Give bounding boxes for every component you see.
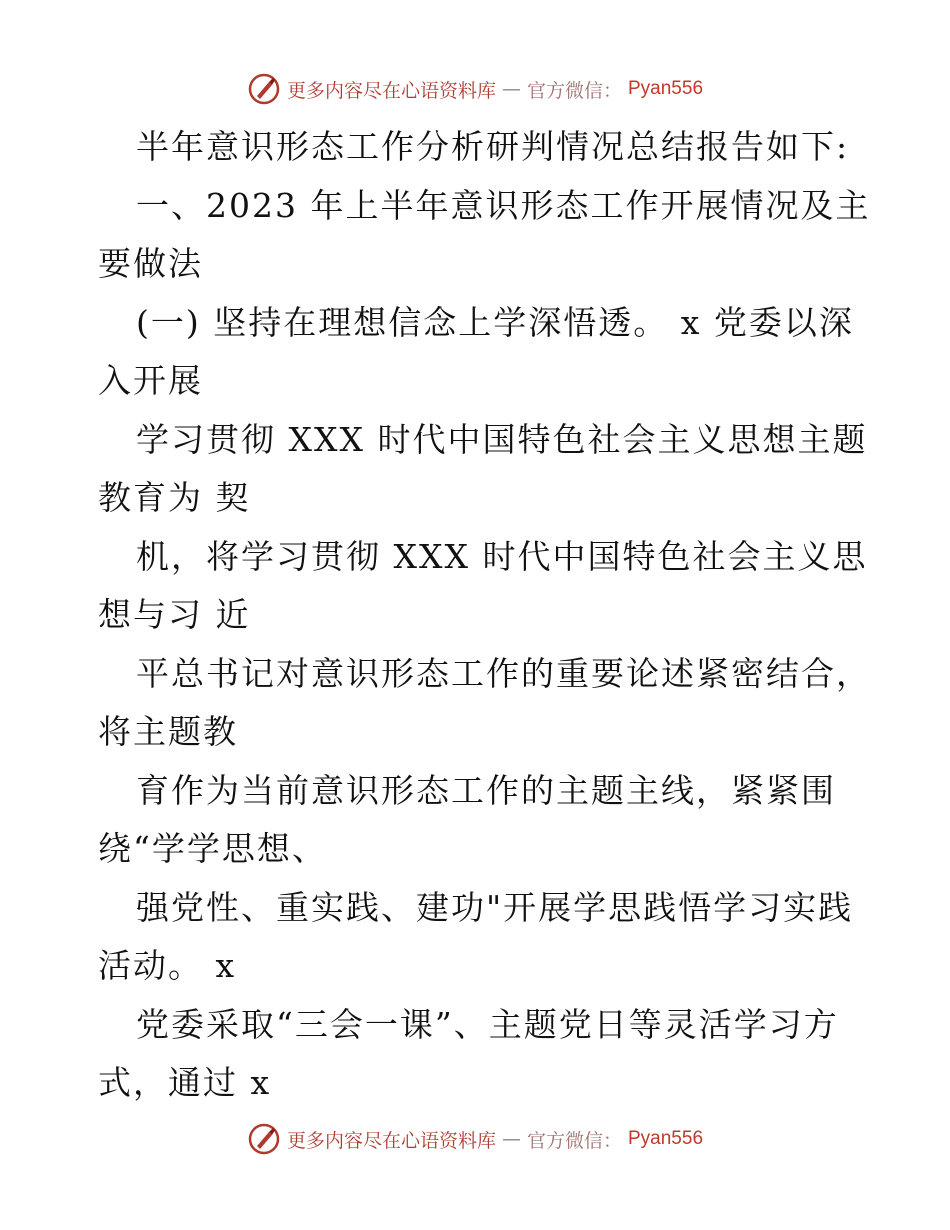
body-line: 绕“学学思想、 xyxy=(98,829,327,868)
banner-text: 更多内容尽在心语资料库 xyxy=(286,1129,496,1152)
footer-banner xyxy=(0,1122,950,1156)
body-line: 学习贯彻 XXX 时代中国特色社会主义思想主题 xyxy=(136,419,868,459)
body-line: 想与习 近 xyxy=(98,595,251,634)
body-line: 党委采取“三会一课”、主题党日等灵活学习方 xyxy=(136,1004,839,1044)
banner-text: 更多内容尽在心语资料库 xyxy=(286,79,496,102)
body-line: 活动。 x xyxy=(98,946,237,985)
body-line: 强党性、重实践、建功"开展学思践悟学习实践 xyxy=(136,887,854,927)
body-line: (一) 坚持在理想信念上学深悟透。 x 党委以深 xyxy=(136,302,854,342)
pen-logo-icon xyxy=(247,1122,281,1156)
wechat-id: Pyan556 xyxy=(628,1128,704,1149)
wechat-label: 官方微信： xyxy=(526,79,622,102)
header-banner xyxy=(0,72,950,106)
pen-logo-icon xyxy=(247,72,281,106)
document-body xyxy=(98,118,871,1113)
body-line: 育作为当前意识形态工作的主题主线，紧紧围 xyxy=(136,770,836,810)
body-line: 一、2023 年上半年意识形态工作开展情况及主 xyxy=(136,185,871,225)
body-line: 机，将学习贯彻 XXX 时代中国特色社会主义思 xyxy=(136,536,868,576)
wechat-label: 官方微信： xyxy=(526,1129,622,1152)
banner-separator: — xyxy=(501,1128,521,1150)
body-line: 要做法 xyxy=(98,244,203,283)
body-line: 教育为 契 xyxy=(98,478,251,517)
body-line: 式，通过 x xyxy=(98,1063,272,1102)
body-line: 入开展 xyxy=(98,361,203,400)
body-line: 将主题教 xyxy=(98,712,238,751)
banner-separator: — xyxy=(501,78,521,100)
body-line: 平总书记对意识形态工作的重要论述紧密结合， xyxy=(136,653,871,693)
body-line: 半年意识形态工作分析研判情况总结报告如下: xyxy=(136,127,850,166)
wechat-id: Pyan556 xyxy=(628,78,704,99)
